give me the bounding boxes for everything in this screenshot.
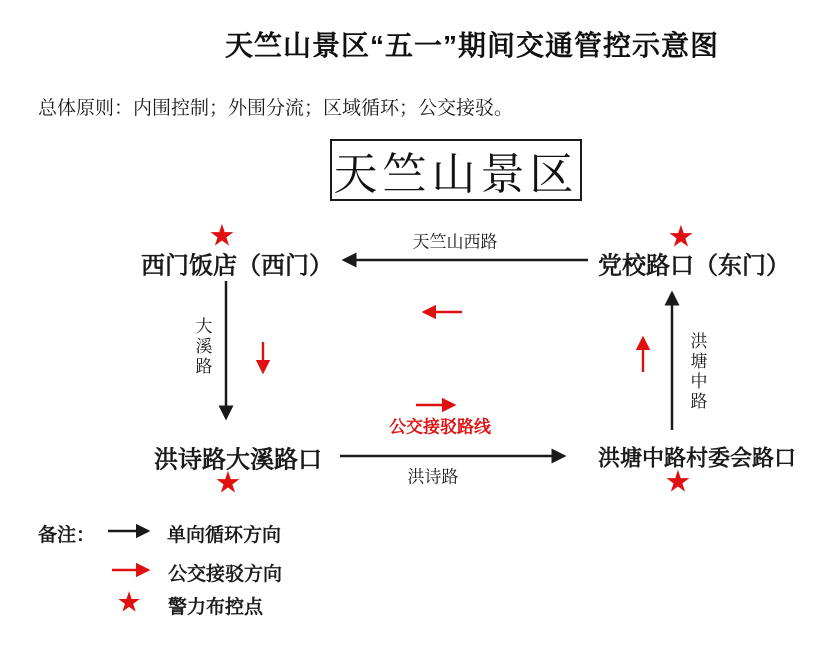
- node-southeast-junction: 洪塘中路村委会路口: [597, 445, 797, 471]
- scenic-area-label: 天竺山景区: [333, 150, 579, 199]
- road-label-east: 洪塘中路: [687, 332, 707, 412]
- page-title: 天竺山景区“五一”期间交通管控示意图: [224, 30, 719, 61]
- scenic-area-box: [330, 139, 582, 201]
- legend-note-label: 备注：: [38, 525, 96, 546]
- node-east-gate: 党校路口（东门）: [598, 253, 790, 280]
- legend-item-shuttle-direction: 公交接驳方向: [168, 564, 283, 585]
- node-southwest-junction: 洪诗路大溪路口: [154, 447, 322, 474]
- police-star-icon: ★: [664, 464, 692, 500]
- node-west-gate: 西门饭店（西门）: [141, 253, 333, 280]
- shuttle-route-label: 公交接驳路线: [389, 417, 491, 437]
- road-label-west: 大溪路: [192, 317, 212, 377]
- legend-star-icon: ★: [116, 585, 142, 619]
- police-star-icon: ★: [208, 218, 236, 254]
- principles-text: 总体原则：内围控制；外围分流；区域循环；公交接驳。: [38, 98, 514, 119]
- police-star-icon: ★: [214, 465, 242, 501]
- road-label-south: 洪诗路: [407, 467, 459, 487]
- legend-item-police-point: 警力布控点: [168, 597, 264, 618]
- police-star-icon: ★: [667, 219, 695, 255]
- legend-item-one-way-loop: 单向循环方向: [167, 525, 282, 546]
- road-label-north: 天竺山西路: [412, 232, 498, 252]
